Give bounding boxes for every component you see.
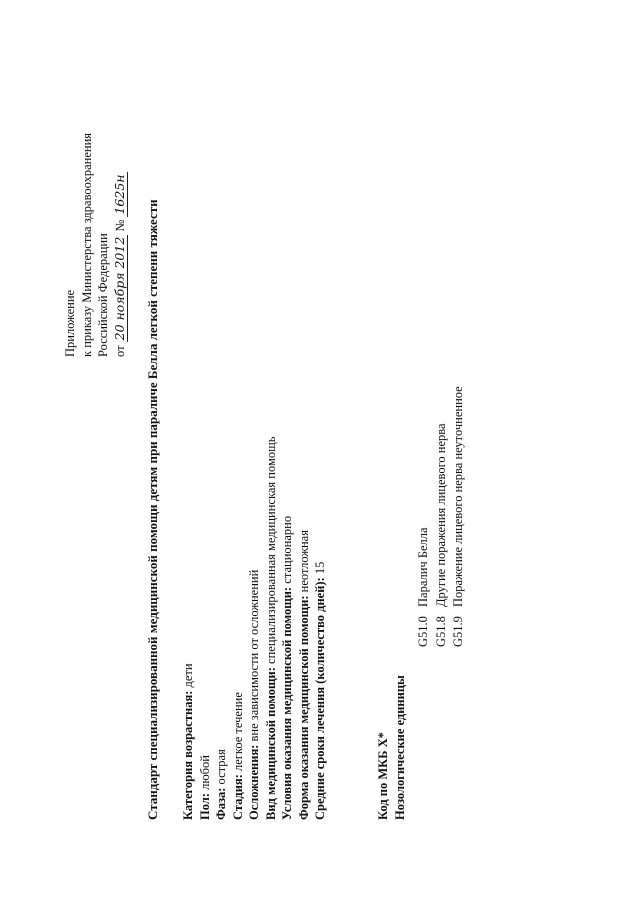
param-label: Стадия:	[230, 774, 245, 820]
param-label: Вид медицинской помощи:	[263, 667, 278, 820]
icd-code-label: Код по МКБ X*	[376, 732, 390, 820]
annex-number-label: №	[112, 219, 127, 232]
icd-code: G51.8	[433, 616, 448, 647]
param-label: Форма оказания медицинской помощи:	[296, 595, 311, 820]
annex-line-1: Приложение	[63, 289, 77, 357]
icd-code-row	[415, 386, 433, 647]
param-value: дети	[181, 663, 195, 691]
param-age-category	[180, 437, 197, 820]
param-value: неотложная	[296, 530, 311, 596]
icd-name: Паралич Белла	[416, 527, 430, 607]
icd-code-row	[450, 386, 468, 647]
param-label: Средние сроки лечения (количество дней):	[313, 577, 327, 820]
param-label: Пол:	[197, 793, 212, 820]
param-label: Категория возрастная:	[181, 690, 195, 820]
handwritten-number: 1625н	[111, 174, 127, 215]
icd-code-row	[433, 386, 451, 647]
param-label: Осложнения:	[247, 744, 261, 820]
param-value: стационарно	[280, 515, 294, 587]
param-care-conditions	[279, 437, 296, 820]
param-value: любой	[197, 755, 212, 794]
param-sex	[197, 437, 214, 820]
icd-code: G51.9	[451, 616, 465, 647]
param-value: специализированная медицинская помощь	[263, 436, 278, 668]
standard-parameters	[180, 437, 329, 820]
param-care-form	[296, 437, 313, 820]
annex-date-line	[112, 133, 129, 357]
param-value: легкое течение	[230, 692, 245, 775]
param-care-type	[263, 437, 280, 820]
handwritten-date: 20 ноября 2012	[111, 236, 127, 341]
annex-from-label: от	[112, 345, 127, 357]
icd-code: G51.0	[416, 616, 430, 647]
icd-name: Другие поражения лицевого нерва	[433, 423, 448, 607]
param-value: острая	[214, 749, 228, 788]
nosology-label: Нозологические единицы	[392, 675, 407, 820]
param-value: вне зависимости от осложнений	[247, 569, 261, 745]
icd-name: Поражение лицевого нерва неуточненное	[451, 386, 465, 607]
param-label: Условия оказания медицинской помощи:	[280, 586, 294, 820]
param-value: 15	[313, 561, 327, 578]
icd-code-list	[415, 386, 468, 647]
param-label: Фаза:	[214, 787, 228, 820]
param-complications	[246, 437, 263, 820]
param-treatment-duration	[312, 437, 329, 820]
annex-line-2: к приказу Министерства здравоохранения	[79, 132, 94, 357]
icd-header	[375, 675, 408, 820]
annex-header	[62, 133, 128, 357]
document-title: Стандарт специализированной медицинской помощи детям при параличе Белла легкой степени тяжести	[145, 199, 160, 820]
param-phase	[213, 437, 230, 820]
annex-line-3: Российской Федерации	[96, 233, 110, 357]
param-stage	[230, 437, 247, 820]
